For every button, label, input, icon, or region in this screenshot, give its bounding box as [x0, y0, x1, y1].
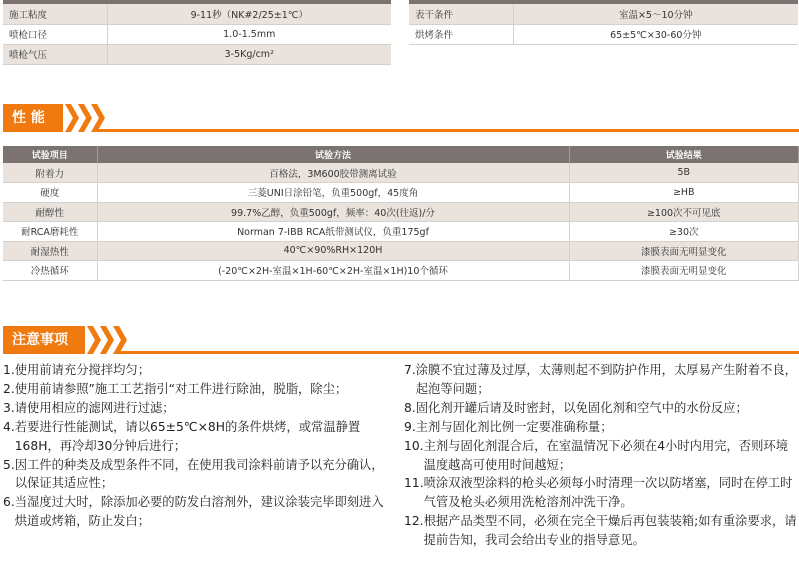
- spec-table-left: [3, 4, 391, 65]
- test-item: 耐RCA磨耗性: [3, 222, 97, 242]
- test-method: 三菱UNI日涂铅笔，负重500gf，45度角: [97, 183, 569, 203]
- notes-section-header: [3, 326, 799, 354]
- table-row: [3, 163, 799, 183]
- spec-label: 施工粘度: [3, 4, 107, 24]
- spec-value: 室温×5～10分钟: [513, 4, 798, 24]
- table-row: [409, 4, 798, 24]
- note-number: 11.: [404, 476, 424, 491]
- notes-list-right: [404, 361, 799, 550]
- list-item: [404, 418, 799, 437]
- column-header: 试验方法: [97, 146, 569, 163]
- note-text: 使用前请充分搅拌均匀；: [14, 363, 151, 377]
- note-number: 10.: [404, 438, 424, 453]
- spec-label: 喷枪口径: [3, 24, 107, 44]
- test-result: ≥30次: [569, 222, 799, 242]
- test-method: 40℃×90%RH×120H: [97, 241, 569, 261]
- table-header-row: [3, 146, 799, 163]
- spec-label: 喷枪气压: [3, 44, 107, 64]
- chevron-decoration-icon: [91, 104, 105, 132]
- list-item: [3, 380, 393, 399]
- chevron-decoration-icon: [100, 326, 114, 354]
- note-number: 4.: [3, 419, 15, 434]
- note-text: 主剂与固化剂混合后，在室温情况下必须在4小时内用完，否则环境温度越高可使用时间越短；: [423, 438, 788, 472]
- chevron-decoration-icon: [65, 104, 79, 132]
- note-text: 涂膜不宜过薄及过厚，太薄则起不到防护作用，太厚易产生附着不良，起泡等问题；: [415, 363, 797, 396]
- test-result: 5B: [569, 163, 799, 183]
- test-item: 冷热循环: [3, 261, 97, 281]
- note-text: 使用前请参照”施工工艺指引“对工件进行除油，脱脂，除尘；: [14, 381, 348, 396]
- note-text: 根据产品类型不同，必须在完全干燥后再包装装箱;如有重涂要求，请提前告知，我司会给出专业的指导意见。: [423, 514, 797, 548]
- note-number: 9.: [404, 419, 416, 434]
- performance-table: [3, 146, 799, 281]
- spec-value: 65±5℃×30-60分钟: [513, 24, 798, 44]
- list-item: [404, 399, 799, 418]
- note-number: 2.: [3, 381, 15, 396]
- note-number: 3.: [3, 400, 15, 415]
- list-item: [3, 418, 393, 456]
- test-method: 99.7%乙醇，负重500gf，频率：40次(往返)/分: [97, 202, 569, 222]
- column-header: 试验项目: [3, 146, 97, 163]
- note-number: 5.: [3, 457, 15, 472]
- section-divider-line: [117, 351, 799, 354]
- section-divider-line: [95, 129, 799, 132]
- test-item: 硬度: [3, 183, 97, 203]
- spec-table-right: [409, 4, 798, 45]
- note-number: 1.: [3, 363, 15, 377]
- test-item: 耐湿热性: [3, 241, 97, 261]
- note-number: 7.: [404, 363, 416, 377]
- chevron-decoration-icon: [78, 104, 92, 132]
- test-method: 百格法，3M600胶带测离试验: [97, 163, 569, 183]
- test-result: ≥HB: [569, 183, 799, 203]
- note-text: 喷涂双液型涂料的枪头必须每小时清理一次以防堵塞，同时在停工时气管及枪头必须用洗枪溶剂冲洗干净。: [423, 476, 793, 510]
- note-text: 因工件的种类及成型条件不同，在使用我司涂料前请予以充分确认，以保证其适应性；: [14, 457, 384, 491]
- test-item: 附着力: [3, 163, 97, 183]
- list-item: [404, 361, 799, 399]
- table-row: [3, 261, 799, 281]
- performance-title: 性 能: [3, 104, 63, 132]
- note-number: 6.: [3, 495, 15, 510]
- list-item: [3, 456, 393, 494]
- table-row: [3, 44, 391, 64]
- note-text: 主剂与固化剂比例一定要准确称量；: [415, 419, 613, 434]
- table-row: [3, 222, 799, 242]
- test-method: (-20℃×2H-室温×1H-60℃×2H-室温×1H)10个循环: [97, 261, 569, 281]
- test-result: ≥100次不可见底: [569, 202, 799, 222]
- table-row: [3, 202, 799, 222]
- table-row: [3, 24, 391, 44]
- note-text: 请使用相应的滤网进行过滤；: [14, 400, 175, 415]
- test-result: 漆膜表面无明显变化: [569, 241, 799, 261]
- test-item: 耐醇性: [3, 202, 97, 222]
- spec-value: 1.0-1.5mm: [107, 24, 391, 44]
- chevron-decoration-icon: [113, 326, 127, 354]
- note-number: 8.: [404, 400, 416, 415]
- spec-value: 9-11秒（NK#2/25±1℃）: [107, 4, 391, 24]
- list-item: [3, 493, 393, 531]
- note-text: 固化剂开罐后请及时密封，以免固化剂和空气中的水份反应；: [415, 400, 748, 415]
- table-row: [409, 24, 798, 44]
- column-header: 试验结果: [569, 146, 799, 163]
- performance-section-header: [3, 104, 799, 132]
- chevron-decoration-icon: [87, 326, 101, 354]
- spec-label: 表干条件: [409, 4, 513, 24]
- test-result: 漆膜表面无明显变化: [569, 261, 799, 281]
- list-item: [3, 399, 393, 418]
- note-text: 当湿度过大时，除添加必要的防发白溶剂外，建议涂装完毕即刻进入烘道或烤箱，防止发白；: [14, 495, 384, 529]
- list-item: [3, 361, 393, 380]
- table-row: [3, 241, 799, 261]
- test-method: Norman 7-IBB RCA纸带测试仪，负重175gf: [97, 222, 569, 242]
- list-item: [404, 437, 799, 475]
- table-row: [3, 183, 799, 203]
- notes-title: 注意事项: [3, 326, 85, 354]
- list-item: [404, 474, 799, 512]
- spec-label: 烘烤条件: [409, 24, 513, 44]
- table-row: [3, 4, 391, 24]
- notes-list-left: [3, 361, 393, 531]
- spec-value: 3-5Kg/cm²: [107, 44, 391, 64]
- note-text: 若要进行性能测试，请以65±5℃×8H的条件烘烤，或常温静置168H，再冷却30分钟后进行；: [14, 419, 361, 453]
- list-item: [404, 512, 799, 550]
- note-number: 12.: [404, 514, 424, 529]
